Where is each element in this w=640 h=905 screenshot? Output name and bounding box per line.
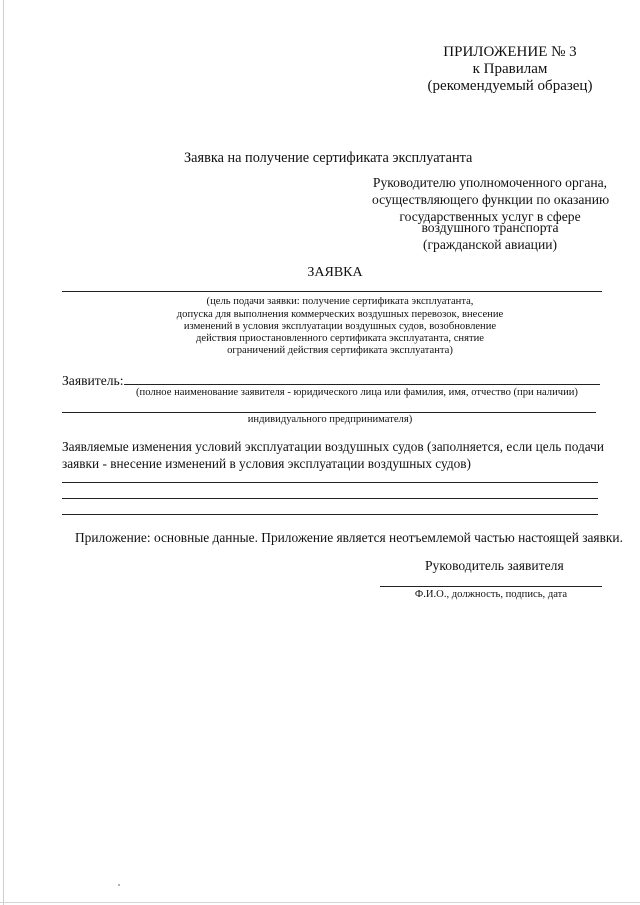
addressee-line-5: (гражданской авиации) [422, 237, 558, 252]
applicant-hint-line-1: (полное наименование заявителя - юридического лица или фамилия, имя, отчество (при наличии) [136, 387, 578, 398]
purpose-hint-line-1: (цель подачи заявки: получение сертификата эксплуатанта, [206, 296, 474, 307]
changes-fill-line-3[interactable] [62, 514, 598, 515]
purpose-hint-line-3: изменений в условия эксплуатации воздушных судов, возобновление [183, 321, 497, 332]
changes-fill-line-2[interactable] [62, 498, 598, 499]
signature-title: Руководитель заявителя [425, 558, 564, 573]
appendix-number: ПРИЛОЖЕНИЕ № 3 [443, 44, 577, 60]
addressee-line-2: осуществляющего функции по оказанию [372, 192, 610, 207]
applicant-name-line[interactable] [124, 384, 600, 385]
purpose-hint-line-2: допуска для выполнения коммерческих воздушных перевозок, внесение [176, 309, 504, 320]
form-heading: ЗАЯВКА [307, 265, 363, 280]
applicant-hint-line-2: индивидуального предпринимателя) [247, 414, 413, 425]
addressee-line-1: Руководителю уполномоченного органа, [372, 175, 608, 190]
changes-fill-line-1[interactable] [62, 482, 598, 483]
purpose-line[interactable] [62, 291, 602, 292]
applicant-label: Заявитель: [62, 373, 124, 388]
appendix-rules: к Правилам [472, 61, 548, 77]
signature-line[interactable] [380, 586, 602, 587]
purpose-hint-line-5: ограничений действия сертификата эксплуатанта) [227, 345, 453, 356]
appendix-recommended: (рекомендуемый образец) [427, 78, 593, 94]
addressee-line-3: государственных услуг в сфере [399, 209, 581, 224]
addressee-line-4: воздушного транспорта [421, 220, 559, 235]
scan-artifact [118, 884, 120, 886]
signature-hint: Ф.И.О., должность, подпись, дата [414, 589, 568, 600]
applicant-name-line-2[interactable] [62, 412, 596, 413]
purpose-hint-line-4: действия приостановленного сертификата эксплуатанта, снятие [196, 333, 484, 344]
scan-edge-left [3, 0, 4, 905]
scan-edge-bottom [0, 902, 640, 903]
attachment-note: Приложение: основные данные. Приложение является неотъемлемой частью настоящей заявки. [75, 530, 623, 545]
document-title: Заявка на получение сертификата эксплуатанта [184, 150, 473, 166]
changes-text-line-2: заявки - внесение изменений в условия эксплуатации воздушных судов) [62, 456, 471, 471]
changes-text-line-1: Заявляемые изменения условий эксплуатации воздушных судов (заполняется, если цель подачи [62, 439, 604, 454]
